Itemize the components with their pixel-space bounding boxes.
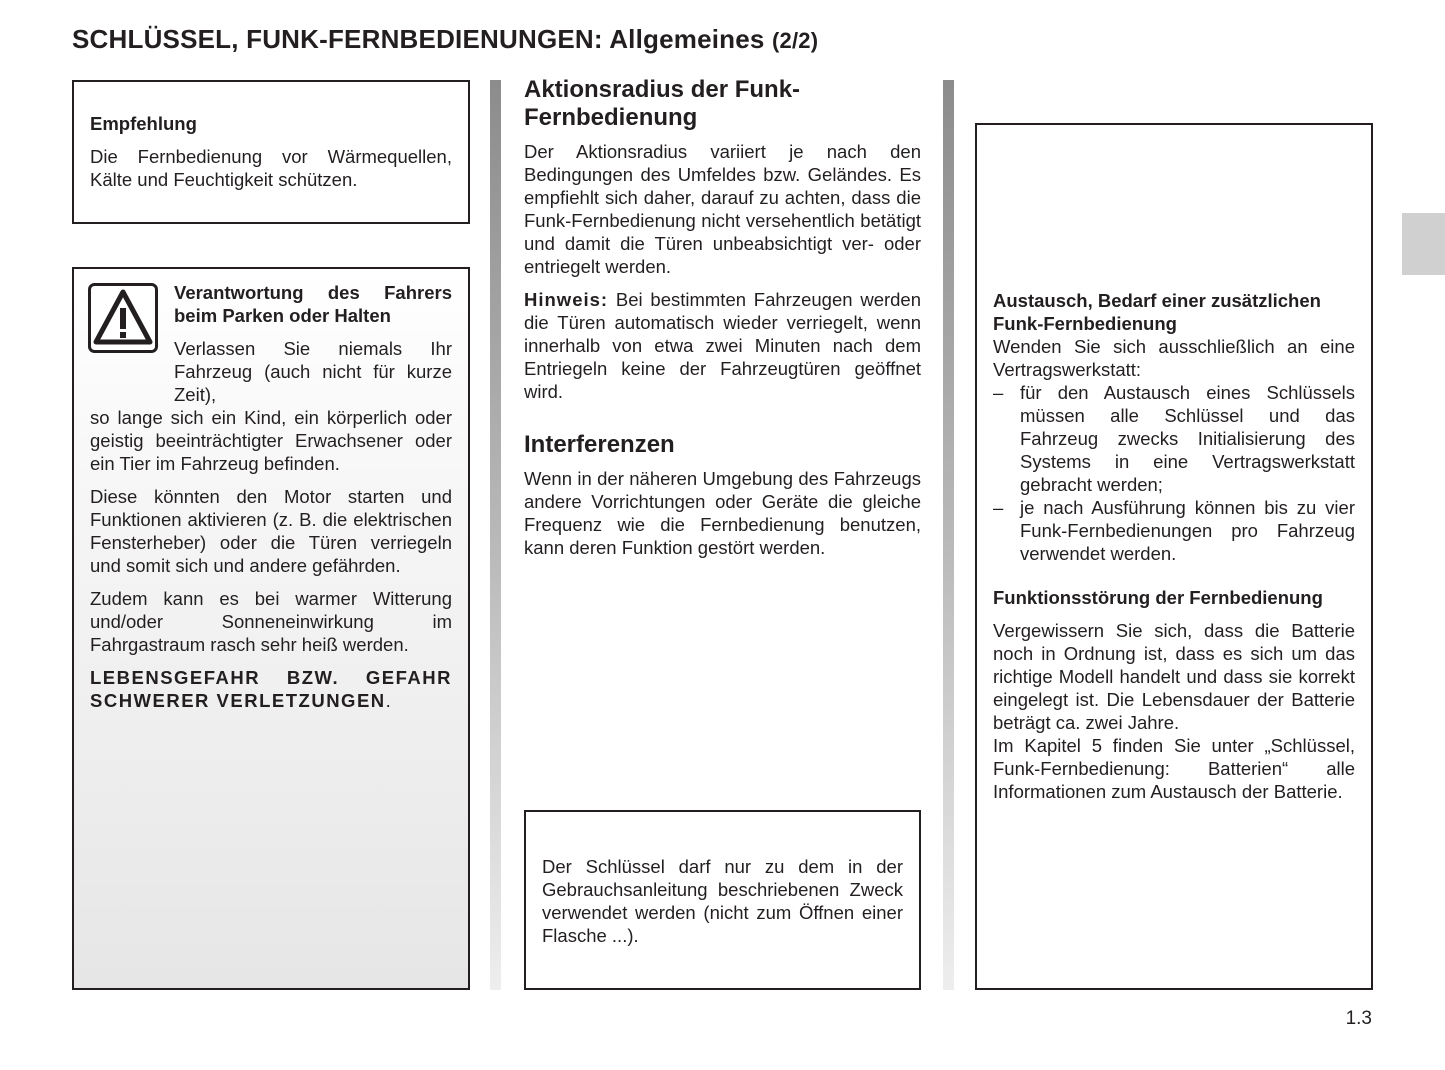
interference-text: Wenn in der näheren Umgebung des Fahrzeugs andere Vorrichtungen oder Geräte die gleiche Frequenz wie die Fernbedienung benutzen, kann deren Funktion gestört werden. [524, 468, 921, 558]
replacement-list [993, 381, 1355, 565]
replacement-list-item: – für den Austausch eines Schlüssels müssen alle Schlüssel und das Fahrzeug zwecks Initialisierung des Systems in eine Vertragswerkstatt gebracht werden; [993, 381, 1355, 496]
warning-paragraph-1-rest: so lange sich ein Kind, ein körperlich oder geistig beeinträchtigter Erwachsener oder ein Tier im Fahrzeug befinden. [90, 407, 452, 474]
replacement-intro: Wenden Sie sich ausschließlich an eine Vertragswerkstatt: [993, 336, 1355, 380]
page-number: 1.3 [1345, 1008, 1372, 1029]
recommendation-text: Die Fernbedienung vor Wärmequellen, Kälte und Feuchtigkeit schützen. [90, 146, 452, 190]
range-text: Der Aktionsradius variiert je nach den Bedingungen des Umfeldes bzw. Geländes. Es empfiehlt sich daher, darauf zu achten, dass die Funk-Fernbedienung nicht versehentlich betätigt und damit die Türen unbeabsichtigt ver- oder entriegelt werden. [524, 141, 921, 277]
warning-danger-period: . [385, 690, 393, 711]
warning-danger-note [90, 666, 452, 712]
interference-heading: Interferenzen [524, 431, 675, 458]
malfunction-text-2: Im Kapitel 5 finden Sie unter „Schlüssel, Funk-Fernbedienung: Batterien“ alle Informationen zum Austausch der Batterie. [993, 735, 1355, 802]
warning-box [72, 267, 470, 990]
warning-paragraph-2: Diese könnten den Motor starten und Funktionen aktivieren (z. B. die elektrischen Fensterheber) oder die Türen verriegeln und somit sich und andere gefährden. [90, 486, 452, 576]
note-text: Bei bestimmten Fahrzeugen werden die Türen automatisch wieder verriegelt, wenn innerhalb von etwa zwei Minuten nach dem Entriegeln keine der Fahrzeugtüren geöffnet wird. [524, 289, 922, 402]
warning-paragraph-3: Zudem kann es bei warmer Witterung und/oder Sonneneinwirkung im Fahrgastraum rasch sehr heiß werden. [90, 588, 452, 655]
malfunction-heading: Funktionsstörung der Fernbedienung [993, 587, 1323, 608]
key-usage-text: Der Schlüssel darf nur zu dem in der Gebrauchsanleitung beschriebenen Zweck verwendet werden (nicht zum Öffnen einer Flasche ...). [542, 856, 903, 946]
replacement-heading: Austausch, Bedarf einer zusätzlichen Funk-Fernbedienung [993, 290, 1321, 334]
page-part-indicator: (2/2) [772, 28, 819, 53]
column-divider-right [943, 80, 954, 990]
key-usage-box [524, 810, 921, 990]
range-heading: Aktionsradius der Funk-Fernbedienung [524, 76, 801, 131]
page-title [72, 24, 818, 55]
warning-danger-text: LEBENSGEFAHR BZW. GEFAHR SCHWERER VERLETZUNGEN [90, 667, 452, 711]
warning-heading: Verantwortung des Fahrers beim Parken oder Halten [174, 282, 452, 326]
column-divider-left [490, 80, 501, 990]
chapter-tab-marker [1402, 213, 1445, 275]
replacement-box [975, 123, 1373, 990]
warning-triangle-icon [88, 283, 158, 353]
middle-column [524, 76, 921, 569]
warning-paragraph-1-start: Verlassen Sie niemals Ihr Fahrzeug (auch nicht für kurze Zeit), [174, 338, 452, 405]
page-title-text: SCHLÜSSEL, FUNK-FERNBEDIENUNGEN: Allgemeines [72, 24, 765, 54]
note-label: Hinweis: [524, 289, 609, 310]
recommendation-box [72, 80, 470, 224]
replacement-list-item: – je nach Ausführung können bis zu vier Funk-Fernbedienungen pro Fahrzeug verwendet werden. [993, 496, 1355, 565]
note-paragraph [524, 288, 921, 403]
recommendation-heading: Empfehlung [90, 113, 197, 134]
malfunction-text: Vergewissern Sie sich, dass die Batterie noch in Ordnung ist, dass es sich um das richtige Modell handelt und dass sie korrekt eingelegt ist. Die Lebensdauer der Batterie beträgt ca. zwei Jahre. [993, 620, 1355, 733]
